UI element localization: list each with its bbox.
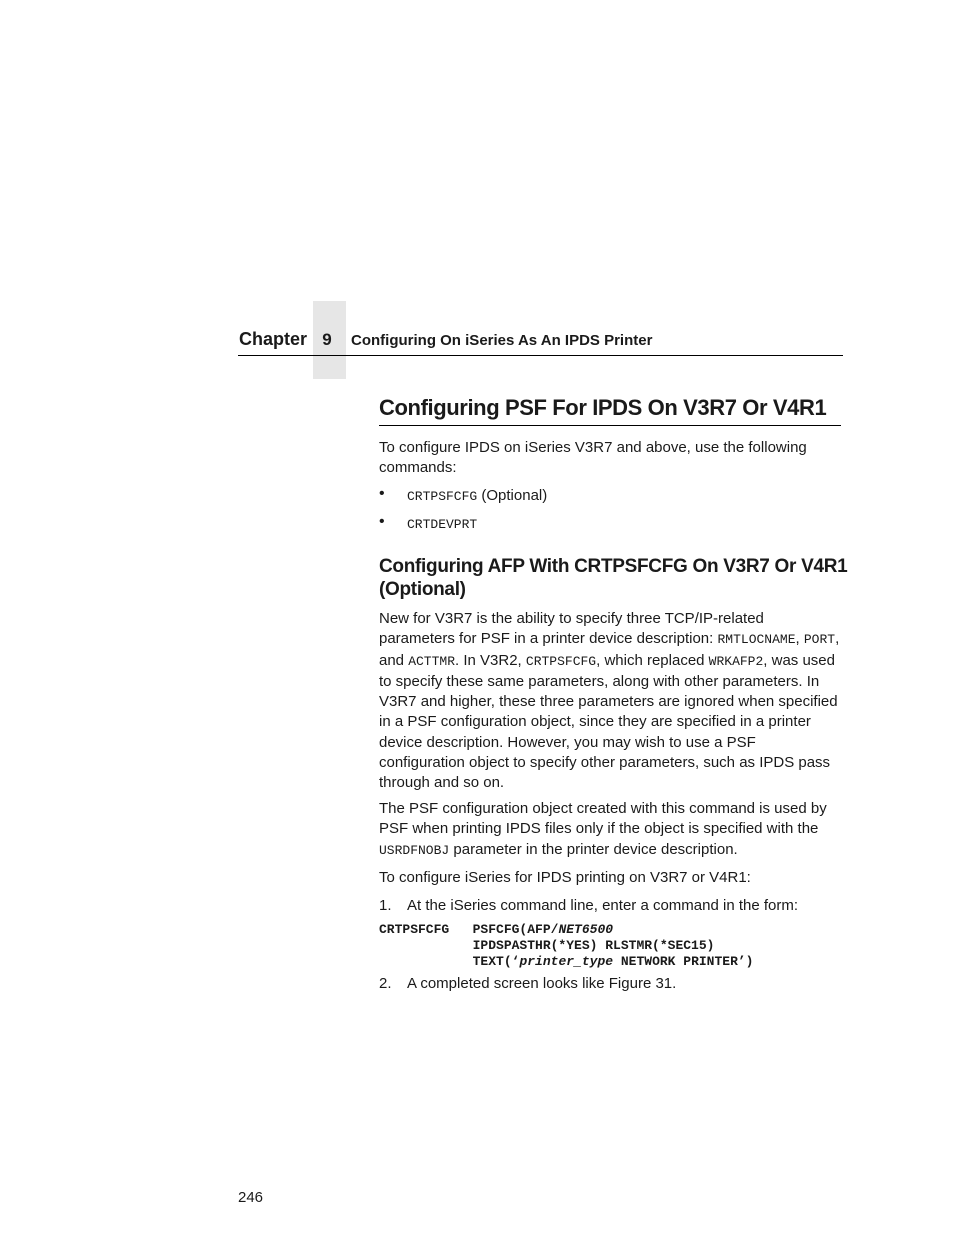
command-code: CRTDEVPRT — [407, 517, 478, 532]
bullet-icon: • — [379, 513, 385, 530]
paragraph-config-object: The PSF configuration object created with this command is used by PSF when printing IPDS files only if the object is specified with the USRDFNOBJ parameter in the printer device description. — [379, 800, 827, 858]
paragraph-steps-intro: To configure iSeries for IPDS printing on V3R7 or V4R1: — [379, 869, 751, 886]
param-code: USRDFNOBJ — [379, 842, 450, 858]
param-code: ACTTMR — [408, 653, 456, 669]
step-number: 1. — [379, 897, 392, 914]
paragraph-tcpip-parameters: New for V3R7 is the ability to specify three TCP/IP-related parameters for PSF in a printer device description: RMTLOCNAME, PORT, and ACTTMR. In V3R2, CRTPSFCFG, which replaced WRKAFP2, was used to specify these same parameters, along with other parameters. In V3R7 and higher, these three parameters are ignored when specified in a PSF configuration object, since they are specified in a printer device description. However, you may wish to use a PSF configuration object to specify other parameters, such as IPDS pass through and so on. — [379, 610, 840, 792]
page-number: 246 — [238, 1189, 264, 1206]
param-code: PORT — [803, 632, 836, 648]
step-text: A completed screen looks like Figure 31. — [407, 975, 677, 992]
command-code: WRKAFP2 — [708, 653, 764, 669]
code-block: CRTPSFCFG PSFCFG(AFP/NET6500 IPDSPASTHR(*YES) RLSTMR(*SEC15) TEXT(‘printer_type NETWORK PRINTER’) — [379, 922, 754, 969]
param-code: RMTLOCNAME — [717, 632, 796, 648]
command-code: CRTPSFCFG — [525, 653, 597, 669]
chapter-label: Chapter — [239, 329, 308, 349]
chapter-title: Configuring On iSeries As An IPDS Printer — [351, 332, 653, 349]
section-title-divider — [379, 425, 841, 426]
subsection-title: Configuring AFP With CRTPSFCFG On V3R7 Or V4R1 (Optional) — [379, 556, 848, 600]
bullet-text: (Optional) — [477, 487, 548, 504]
command-code: CRTPSFCFG — [407, 489, 478, 504]
step-number: 2. — [379, 975, 392, 992]
chapter-number: 9 — [322, 330, 332, 349]
header-divider — [238, 355, 843, 356]
bullet-icon: • — [379, 485, 385, 502]
step-text: At the iSeries command line, enter a command in the form: — [407, 897, 799, 914]
section-title: Configuring PSF For IPDS On V3R7 Or V4R1 — [379, 395, 827, 420]
intro-paragraph: To configure IPDS on iSeries V3R7 and above, use the following commands: — [379, 439, 807, 477]
